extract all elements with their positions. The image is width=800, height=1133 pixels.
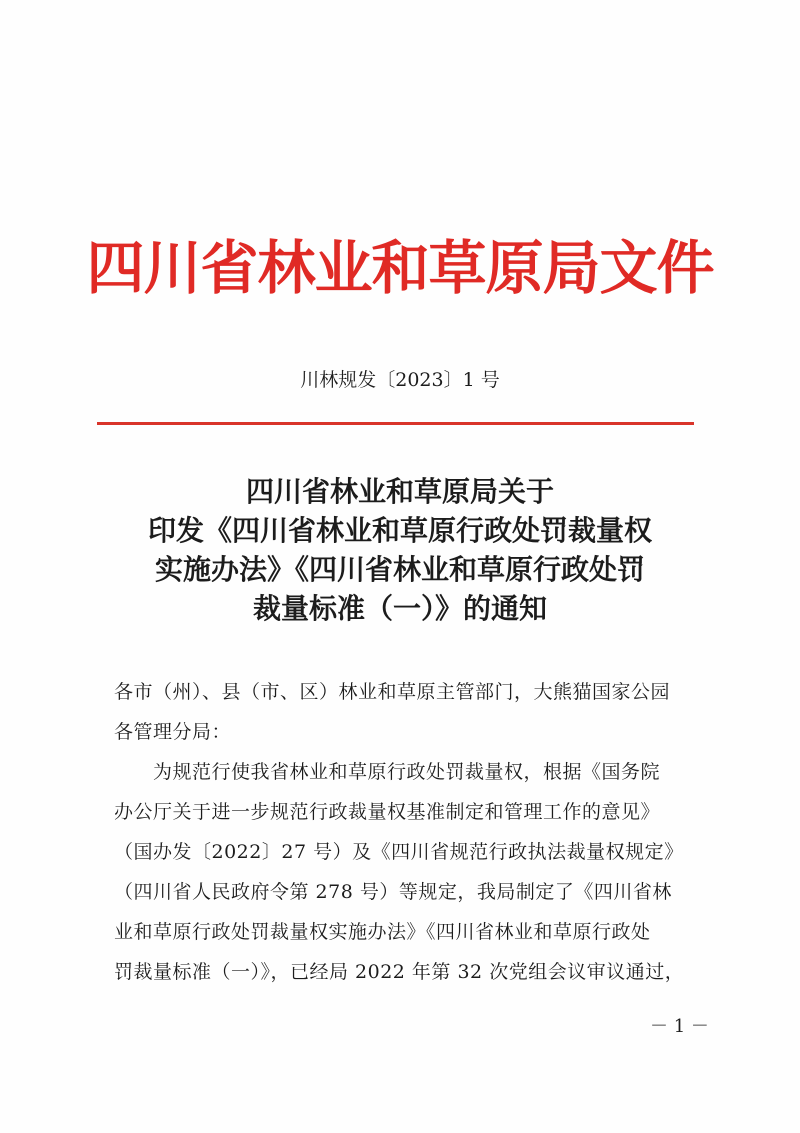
document-number: 川林规发〔2023〕1 号 [300,369,500,391]
title-line: 四川省林业和草原局关于 [245,475,554,508]
body-line: 办公厅关于进一步规范行政裁量权基准制定和管理工作的意见》 [114,801,661,823]
red-divider-line [97,422,694,425]
body-line: 各市（州）、县（市、区）林业和草原主管部门，大熊猫国家公园 [114,681,671,703]
page-number: － 1 － [650,1016,709,1037]
title-line: 实施办法》《四川省林业和草原行政处罚 [154,553,645,586]
body-line: 为规范行使我省林业和草原行政处罚裁量权，根据《国务院 [114,761,661,783]
body-line: （国办发〔2022〕27 号）及《四川省规范行政执法裁量权规定》 [114,841,684,863]
document-body [114,672,699,992]
title-line: 印发《四川省林业和草原行政处罚裁量权 [147,514,652,547]
body-line: 业和草原行政处罚裁量权实施办法》《四川省林业和草原行政处 [114,921,651,943]
body-line: （四川省人民政府令第 278 号）等规定，我局制定了《四川省林 [114,881,672,903]
title-line: 裁量标准（一）》的通知 [252,592,547,625]
body-line: 各管理分局： [114,721,232,743]
document-title [60,472,740,628]
body-line: 罚裁量标准（一）》，已经局 2022 年第 32 次党组会议审议通过， [114,961,685,983]
org-masthead: 四川省林业和草原局文件 [86,234,714,302]
